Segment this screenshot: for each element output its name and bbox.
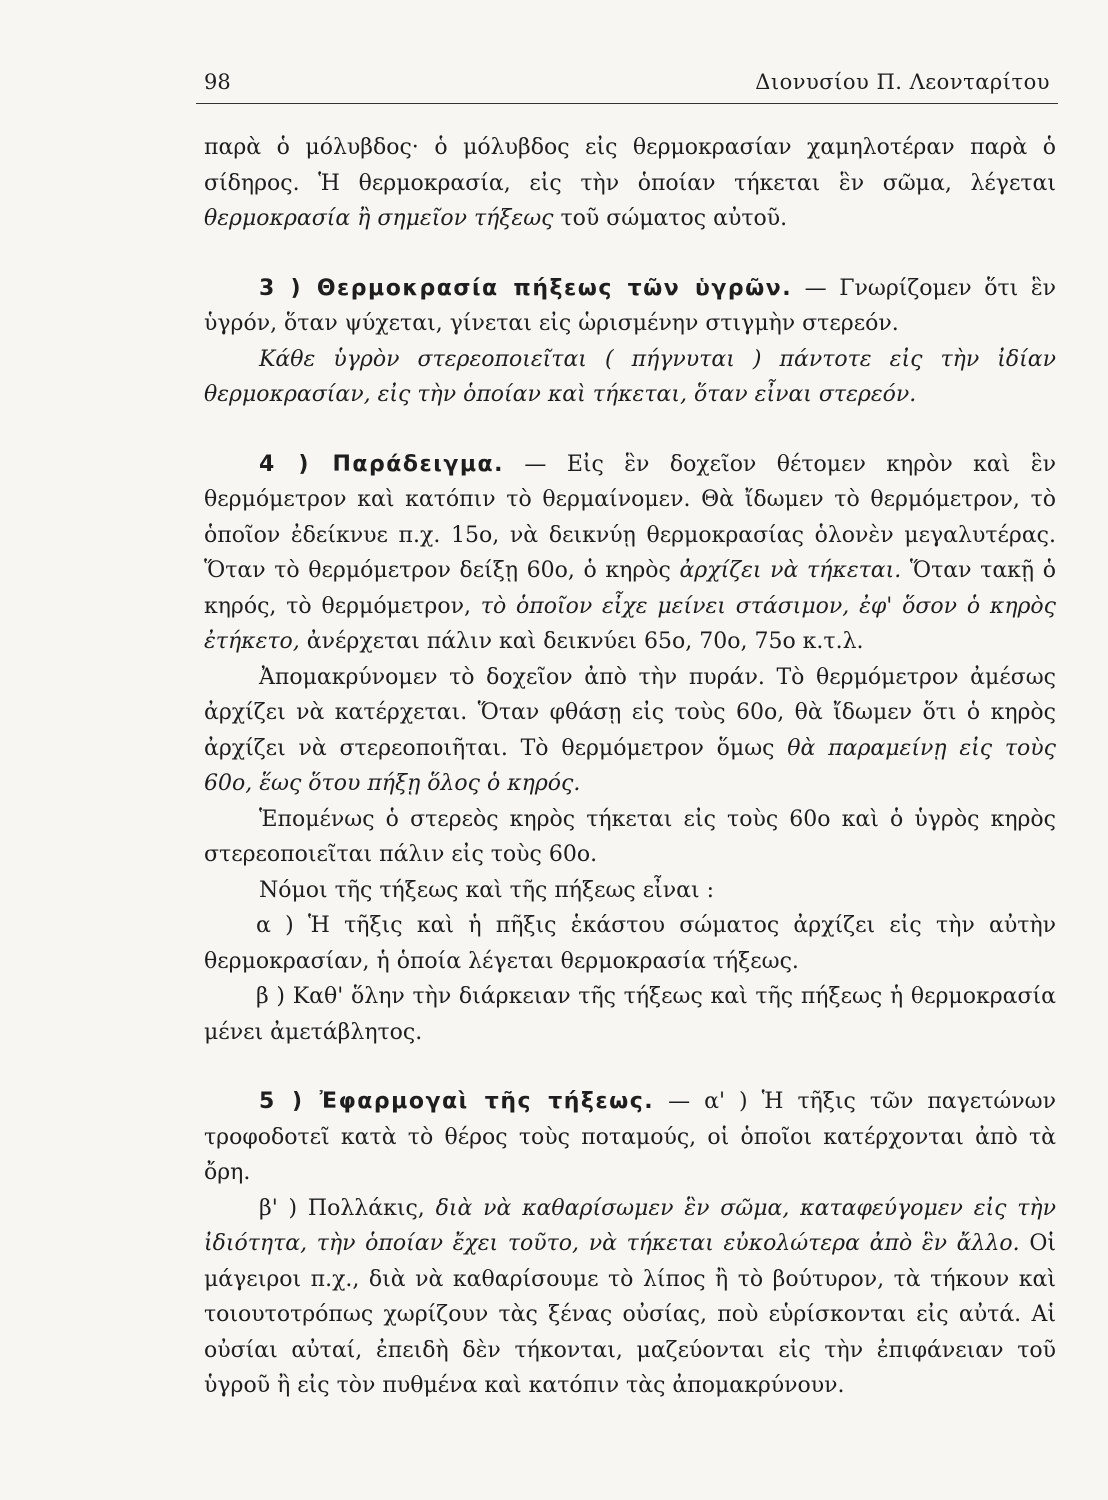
page-body: [204, 130, 1056, 1404]
section-4-italic-3: θὰ παραμείνῃ εἰς τοὺς 60ο, ἕως ὅτου πήξῃ ὅλος ὁ κηρός.: [204, 735, 1056, 796]
header-rule: [196, 103, 1058, 104]
laws-intro: Νόμοι τῆς τήξεως καὶ τῆς πήξεως εἶναι :: [259, 877, 715, 903]
section-5-text-3: Οἱ μάγειροι π.χ., διὰ νὰ καθαρίσουμε τὸ λίπος ἢ τὸ βούτυρον, τὰ τήκουν καὶ τοιουτοτρόπως χωρίζουν τὰς ξένας οὐσίας, ποὺ εὑρίσκονται εἰς αὐτά. Αἱ οὐσίαι αὐταί, ἐπειδὴ δὲν τήκονται, μαζεύονται εἰς τὴν ἐπιφάνειαν τοῦ ὑγροῦ ἢ εἰς τὸν πυθμένα καὶ κατόπιν τὰς ἀπομακρύνουν.: [204, 1231, 1056, 1398]
intro-term: θερμοκρασία ἢ σημεῖον τήξεως: [204, 206, 554, 231]
intro-text: παρὰ ὁ μόλυβδος· ὁ μόλυβδος εἰς θερμοκρασίαν χαμηλοτέραν παρὰ ὁ σίδηρος. Ἡ θερμοκρασία, εἰς τὴν ὁποίαν τήκεται ἓν σῶμα, λέγεται: [204, 135, 1056, 196]
intro-paragraph: [204, 130, 1056, 237]
section-4-paragraph-3: Ἑπομένως ὁ στερεὸς κηρὸς τήκεται εἰς τοὺς 60ο καὶ ὁ ὑγρὸς κηρὸς στερεοποιεῖται πάλιν εἰς τοὺς 60ο.: [204, 806, 1056, 867]
law-b: β ) Καθ' ὅλην τὴν διάρκειαν τῆς τήξεως καὶ τῆς πήξεως ἡ θερμοκρασία μένει ἀμετάβλητος.: [204, 984, 1056, 1045]
section-4-italic-1: ἀρχίζει νὰ τήκεται.: [679, 558, 902, 583]
intro-text-end: τοῦ σώματος αὐτοῦ.: [553, 206, 788, 231]
section-5-paragraph-2: [204, 1191, 1056, 1404]
section-4-paragraph: [204, 447, 1056, 660]
page-header: [204, 66, 1050, 100]
section-4-text-2: Ὅταν τακῇ ὁ κηρός, τὸ θερμόμετρον,: [204, 558, 1056, 619]
section-4-text-3: ἀνέρχεται πάλιν καὶ δεικνύει 65ο, 70ο, 75ο κ.τ.λ.: [299, 629, 864, 654]
section-3-italic: Κάθε ὑγρὸν στερεοποιεῖται ( πήγνυται ) πάντοτε εἰς τὴν ἰδίαν θερμοκρασίαν, εἰς τὴν ὁποίαν καὶ τήκεται, ὅταν εἶναι στερεόν.: [204, 346, 1056, 407]
section-5-text: — α' ) Ἡ τῆξις τῶν παγετώνων τροφοδοτεῖ κατὰ τὸ θέρος τοὺς ποταμούς, οἱ ὁποῖοι κατέρχονται ἀπὸ τὰ ὄρη.: [204, 1089, 1056, 1185]
law-a: α ) Ἡ τῆξις καὶ ἡ πῆξις ἑκάστου σώματος ἀρχίζει εἰς τὴν αὐτὴν θερμοκρασίαν, ἡ ὁποία λέγεται θερμοκρασία τήξεως.: [204, 913, 1056, 974]
section-3-text: — Γνωρίζομεν ὅτι ἓν ὑγρόν, ὅταν ψύχεται, γίνεται εἰς ὡρισμένην στιγμὴν στερεόν.: [204, 275, 1056, 336]
section-4-text: — Εἰς ἓν δοχεῖον θέτομεν κηρὸν καὶ ἓν θερμόμετρον καὶ κατόπιν τὸ θερμαίνομεν. Θὰ ἴδωμεν τὸ θερμόμετρον, τὸ ὁποῖον ἐδείκνυε π.χ. 15ο, νὰ δεικνύῃ θερμοκρασίας ὁλονὲν μεγαλυτέρας. Ὅταν τὸ θερμόμετρον δείξῃ 60ο, ὁ κηρὸς: [204, 451, 1056, 583]
section-5-heading: 5 ) Ἐφαρμογαὶ τῆς τήξεως.: [259, 1089, 655, 1114]
section-3-heading: 3 ) Θερμοκρασία πήξεως τῶν ὑγρῶν.: [259, 275, 793, 301]
section-4-paragraph-2: [204, 660, 1056, 802]
section-5-italic: διὰ νὰ καθαρίσωμεν ἓν σῶμα, καταφεύγομεν εἰς τὴν ἰδιότητα, τὴν ὁποίαν ἔχει τοῦτο, νὰ τήκεται εὐκολώτερα ἀπὸ ἓν ἄλλο.: [204, 1195, 1056, 1256]
section-4-italic-2: τὸ ὁποῖον εἶχε μείνει στάσιμον, ἐφ' ὅσον ὁ κηρὸς ἐτήκετο,: [204, 593, 1056, 654]
section-5-text-2: β' ) Πολλάκις,: [259, 1195, 436, 1221]
section-4-heading: 4 ) Παράδειγμα.: [259, 451, 504, 477]
running-head: Διονυσίου Π. Λεονταρίτου: [755, 70, 1050, 94]
section-3-paragraph: [204, 271, 1056, 342]
section-4-text-4: Ἀπομακρύνομεν τὸ δοχεῖον ἀπὸ τὴν πυράν. Τὸ θερμόμετρον ἀμέσως ἀρχίζει νὰ κατέρχεται. Ὅταν φθάσῃ εἰς τοὺς 60ο, θὰ ἴδωμεν ὅτι ὁ κηρὸς ἀρχίζει νὰ στερεοποιῆται. Τὸ θερμόμετρον ὅμως: [204, 664, 1056, 761]
section-5-paragraph: [204, 1084, 1056, 1191]
page-number: 98: [204, 70, 231, 94]
section-3-rule: [204, 342, 1056, 413]
